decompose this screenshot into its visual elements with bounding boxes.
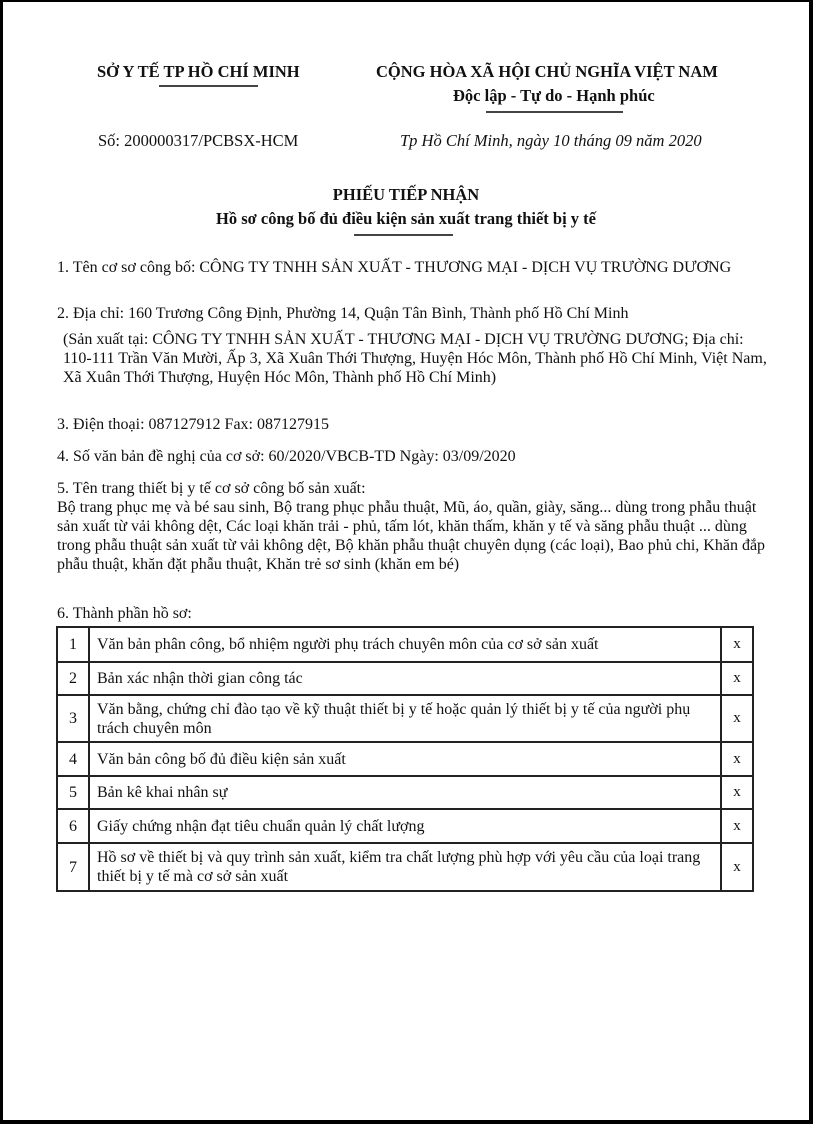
document-title: PHIẾU TIẾP NHẬN bbox=[332, 185, 480, 204]
row-check-mark: x bbox=[721, 662, 753, 695]
row-description: Giấy chứng nhận đạt tiêu chuẩn quản lý chất lượng bbox=[89, 809, 721, 843]
row-description: Văn bản phân công, bổ nhiệm người phụ trách chuyên môn của cơ sở sản xuất bbox=[89, 627, 721, 662]
equipment-list: Bộ trang phục mẹ và bé sau sinh, Bộ trang phục phẫu thuật, Mũ, áo, quần, giày, săng... dùng trong phẫu thuật sản xuất từ vải không dệt, Các loại khăn trải - phủ, tấm lót, khăn thấm, khăn y tế và săng phẫu thuật ... dùng trong phẫu thuật sản xuất từ vải không dệt, Bộ khăn phẫu thuật chuyên dụng (các loại), Bao phủ chi, Khăn đắp phẫu thuật, khăn đặt phẫu thuật, Khăn trẻ sơ sinh (khăn em bé) bbox=[57, 499, 766, 573]
row-check-mark: x bbox=[721, 695, 753, 742]
row-number: 3 bbox=[57, 695, 89, 742]
place-date: Tp Hồ Chí Minh, ngày 10 tháng 09 năm 2020 bbox=[400, 131, 702, 150]
row-number: 2 bbox=[57, 662, 89, 695]
table-row bbox=[57, 695, 753, 742]
request-document-number: 4. Số văn bản đề nghị của cơ sở: 60/2020/VBCB-TD Ngày: 03/09/2020 bbox=[57, 448, 516, 465]
dossier-components-table bbox=[56, 626, 754, 892]
national-motto: Độc lập - Tự do - Hạnh phúc bbox=[453, 86, 655, 105]
row-number: 6 bbox=[57, 809, 89, 843]
facility-name: 1. Tên cơ sơ công bố: CÔNG TY TNHH SẢN XUẤT - THƯƠNG MẠI - DỊCH VỤ TRƯỜNG DƯƠNG bbox=[57, 259, 732, 276]
row-check-mark: x bbox=[721, 627, 753, 662]
table-row bbox=[57, 662, 753, 695]
agency-underline bbox=[159, 85, 258, 87]
title-underline bbox=[354, 234, 453, 236]
row-check-mark: x bbox=[721, 809, 753, 843]
row-number: 5 bbox=[57, 776, 89, 809]
table-row bbox=[57, 627, 753, 662]
row-check-mark: x bbox=[721, 776, 753, 809]
production-location: (Sản xuất tại: CÔNG TY TNHH SẢN XUẤT - THƯƠNG MẠI - DỊCH VỤ TRƯỜNG DƯƠNG; Địa chỉ: 110-111 Trần Văn Mười, Ấp 3, Xã Xuân Thới Thượng, Huyện Hóc Môn, Thành phố Hồ Chí Minh, Việt Nam, Xã Xuân Thới Thượng, Huyện Hóc Môn, Thành phố Hồ Chí Minh) bbox=[63, 331, 767, 386]
country-name: CỘNG HÒA XÃ HỘI CHỦ NGHĨA VIỆT NAM bbox=[376, 62, 718, 81]
agency-name: SỞ Y TẾ TP HỒ CHÍ MINH bbox=[97, 62, 300, 81]
contact-phone-fax: 3. Điện thoại: 087127912 Fax: 087127915 bbox=[57, 416, 329, 433]
row-number: 1 bbox=[57, 627, 89, 662]
motto-underline bbox=[486, 111, 623, 113]
row-description: Hồ sơ về thiết bị và quy trình sản xuất, kiểm tra chất lượng phù hợp với yêu cầu của loại trang thiết bị y tế mà cơ sở sản xuất bbox=[89, 843, 721, 891]
document-number: Số: 200000317/PCBSX-HCM bbox=[98, 131, 299, 150]
row-number: 7 bbox=[57, 843, 89, 891]
equipment-label: 5. Tên trang thiết bị y tế cơ sở công bố sản xuất: bbox=[57, 480, 366, 497]
row-number: 4 bbox=[57, 742, 89, 776]
row-description: Bản xác nhận thời gian công tác bbox=[89, 662, 721, 695]
row-check-mark: x bbox=[721, 742, 753, 776]
table-row bbox=[57, 776, 753, 809]
facility-address: 2. Địa chỉ: 160 Trương Công Định, Phường 14, Quận Tân Bình, Thành phố Hồ Chí Minh bbox=[57, 305, 629, 322]
table-row bbox=[57, 742, 753, 776]
row-description: Văn bằng, chứng chỉ đào tạo về kỹ thuật thiết bị y tế hoặc quản lý thiết bị y tế của người phụ trách chuyên môn bbox=[89, 695, 721, 742]
document-subtitle: Hồ sơ công bố đủ điều kiện sản xuất trang thiết bị y tế bbox=[216, 209, 596, 228]
dossier-components-label: 6. Thành phần hồ sơ: bbox=[57, 605, 192, 622]
row-description: Văn bản công bố đủ điều kiện sản xuất bbox=[89, 742, 721, 776]
row-description: Bản kê khai nhân sự bbox=[89, 776, 721, 809]
row-check-mark: x bbox=[721, 843, 753, 891]
table-row bbox=[57, 809, 753, 843]
table-row bbox=[57, 843, 753, 891]
